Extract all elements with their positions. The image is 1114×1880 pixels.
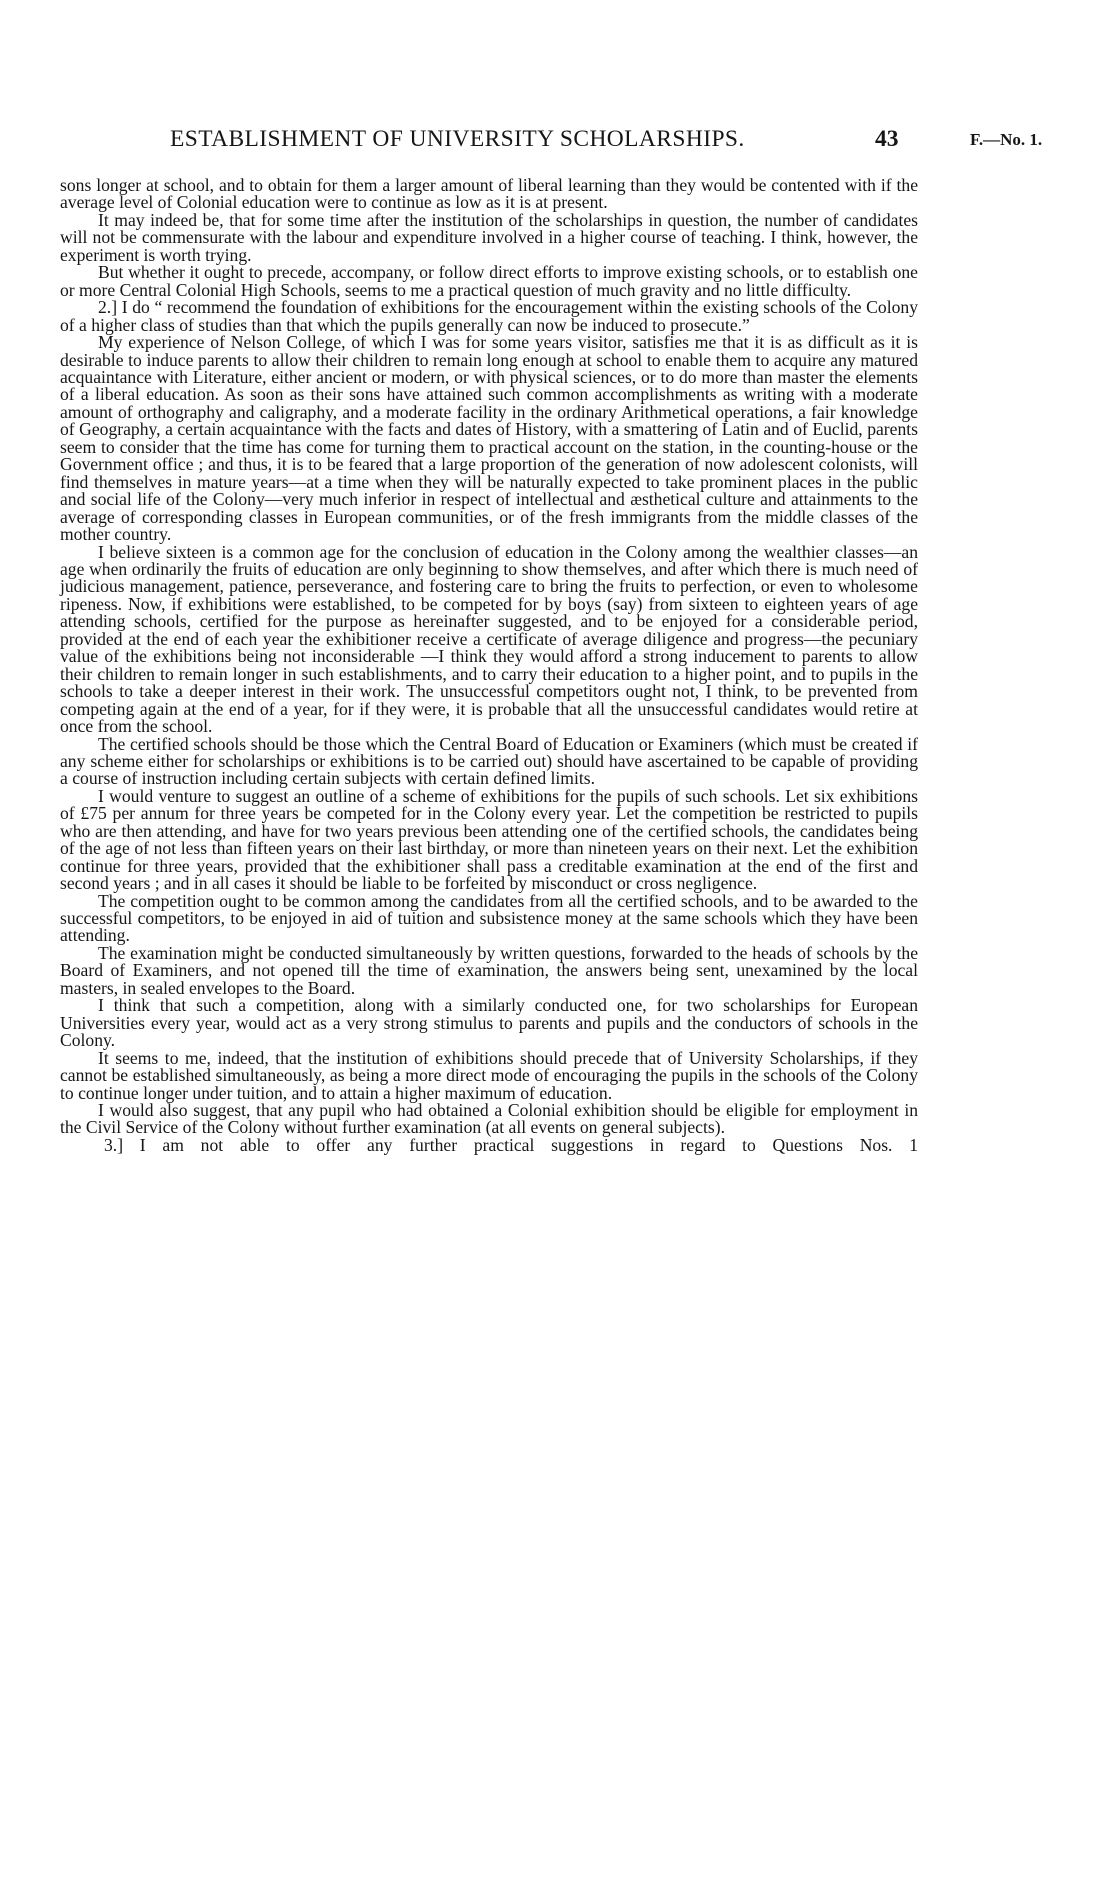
paragraph: I think that such a competition, along with a similarly conducted one, for two scholarships for European Universities every year, would act as a very strong stimulus to parents and pupils and the conductors of schools in the Colony. xyxy=(60,995,918,1051)
paragraph: The certified schools should be those which the Central Board of Education or Examiners (which must be created if any scheme either for scholarships or exhibitions is to be carried out) should have ascertained to be capable of providing a course of instruction including certain subjects with certain defined limits. xyxy=(60,733,918,789)
page-header xyxy=(60,126,1060,156)
paragraph: sons longer at school, and to obtain for them a larger amount of liberal learning than they would be contented with if the average level of Colonial education were to continue as low as it is at present. xyxy=(60,175,918,213)
paragraph: I believe sixteen is a common age for the conclusion of education in the Colony among the wealthier classes—an age when ordinarily the fruits of education are only beginning to show themselves, and after which there is much need of judicious management, patience, perseverance, and fostering care to bring the fruits to perfection, or even to wholesome ripeness. Now, if exhibitions were established, to be competed for by boys (say) from sixteen to eighteen years of age attending schools, certified for the purpose as hereinafter suggested, and to be enjoyed for a considerable period, provided at the end of each year the exhibitioner receive a certificate of average diligence and progress—the pecuniary value of the exhibitions being not inconsiderable —I think they would afford a strong inducement to parents to allow their children to remain longer in such establishments, and to carry their education to a higher point, and to pupils in the schools to take a deeper interest in their work. The unsuccessful competitors ought not, I think, to be prevented from competing again at the end of a year, for if they were, it is probable that all the unsuccessful candidates would retire at once from the school. xyxy=(60,541,918,737)
paragraph: I would venture to suggest an outline of a scheme of exhibitions for the pupils of such schools. Let six exhibitions of £75 per annum for three years be competed for in the Colony every year. Let the competition be restricted to pupils who are then attending, and have for two years previous been attending one of the certified schools, the candidates being of the age of not less than fifteen years on their last birthday, or more than nineteen years on their next. Let the exhibition continue for three years, provided that the exhibitioner shall pass a creditable examination at the end of the first and second years ; and in all cases it should be liable to be forfeited by misconduct or cross negligence. xyxy=(60,785,918,894)
paragraph: The competition ought to be common among the candidates from all the certified schools, and to be awarded to the successful competitors, to be enjoyed in aid of tuition and subsistence money at the same schools which they have been attending. xyxy=(60,890,918,946)
paragraph: But whether it ought to precede, accompany, or follow direct efforts to improve existing schools, or to establish one or more Central Colonial High Schools, seems to me a practical question of much gravity and no little difficulty. xyxy=(60,262,918,300)
page-number: 43 xyxy=(875,126,899,152)
paragraph: The examination might be conducted simultaneously by written questions, forwarded to the heads of schools by the Board of Examiners, and not opened till the time of examination, the answers being sent, unexamined by the local masters, in sealed envelopes to the Board. xyxy=(60,942,918,998)
paragraph: It may indeed be, that for some time after the institution of the scholarships in question, the number of candidates will not be commensurate with the labour and expenditure involved in a higher course of teaching. I think, however, the experiment is worth trying. xyxy=(60,209,918,265)
paragraph: 2.] I do “ recommend the foundation of exhibitions for the encouragement within the existing schools of the Colony of a higher class of studies than that which the pupils generally can now be induced to prosecute.” xyxy=(60,297,918,335)
paragraph: 3.] I am not able to offer any further practical suggestions in regard to Questions Nos. 1 xyxy=(104,1134,918,1155)
running-title: ESTABLISHMENT OF UNIVERSITY SCHOLARSHIPS. xyxy=(170,126,745,152)
paragraph: I would also suggest, that any pupil who had obtained a Colonial exhibition should be eligible for employment in the Civil Service of the Colony without further examination (at all events on general subjects). xyxy=(60,1100,918,1138)
paragraph: My experience of Nelson College, of which I was for some years visitor, satisfies me that it is as difficult as it is desirable to induce parents to allow their children to remain long enough at school to enable them to acquire any matured acquaintance with Literature, either ancient or modern, or with physical sciences, or to do more than master the elements of a liberal education. As soon as their sons have attained such common accomplishments as writing with a moderate amount of orthography and caligraphy, and a moderate facility in the ordinary Arithmetical operations, a fair knowledge of Geography, a certain acquaintance with the facts and dates of History, with a smattering of Latin and of Euclid, parents seem to consider that the time has come for turning them to practical account on the station, in the counting-house or the Government office ; and thus, it is to be feared that a large proportion of the generation of now adolescent colonists, will find themselves in mature years—at a time when they will be naturally expected to take prominent places in the public and social life of the Colony—very much inferior in respect of intellectual and æsthetical culture and attainments to the average of corresponding classes in European communities, or of the fresh immigrants from the middle classes of the mother country. xyxy=(60,332,918,545)
series-reference: F.—No. 1. xyxy=(970,130,1043,149)
paragraph: It seems to me, indeed, that the institution of exhibitions should precede that of University Scholarships, if they cannot be established simultaneously, as being a more direct mode of encouraging the pupils in the schools of the Colony to continue longer under tuition, and to attain a higher maximum of education. xyxy=(60,1047,918,1103)
body-text xyxy=(60,177,918,1154)
